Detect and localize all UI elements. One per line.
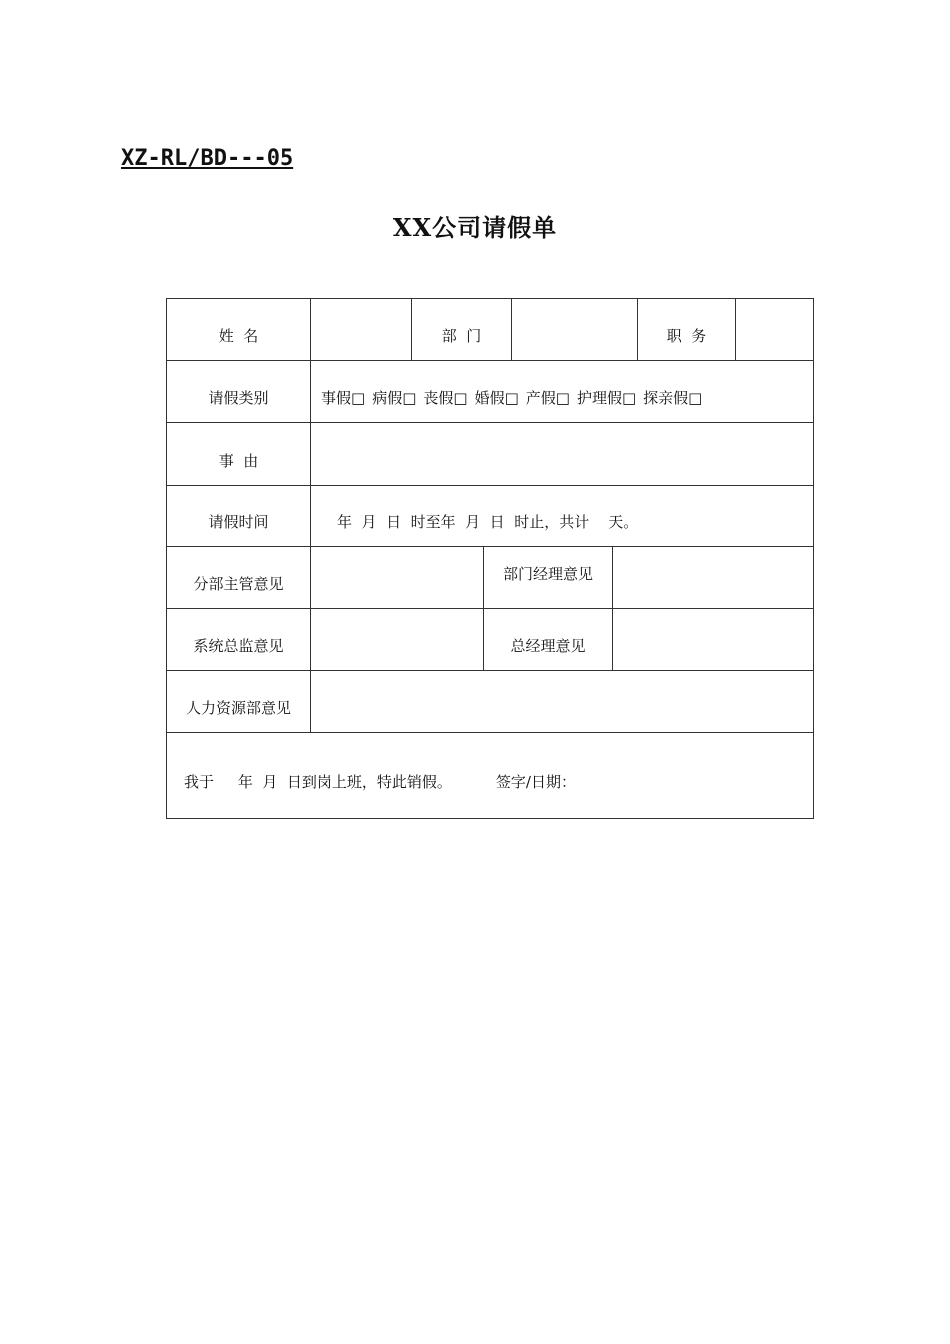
leave-option-personal[interactable]: 事假□: [321, 389, 366, 407]
dept-manager-label: 部门经理意见: [502, 565, 593, 583]
system-director-field[interactable]: [311, 609, 483, 670]
dept-manager-field[interactable]: [613, 547, 813, 608]
leave-time-field[interactable]: 年 月 日 时至年 月 日 时止，共计 天。: [337, 513, 639, 531]
leave-time-label: 请假时间: [208, 513, 269, 531]
leave-option-family-visit[interactable]: 探亲假□: [643, 389, 703, 407]
branch-supervisor-label: 分部主管意见: [193, 575, 284, 593]
leave-option-marriage[interactable]: 婚假□: [474, 389, 519, 407]
hr-dept-label: 人力资源部意见: [185, 699, 291, 717]
leave-type-label: 请假类别: [208, 389, 269, 407]
position-field[interactable]: [736, 299, 813, 360]
name-field[interactable]: [311, 299, 411, 360]
leave-option-maternity[interactable]: 产假□: [525, 389, 570, 407]
position-label: 职 务: [666, 327, 707, 345]
department-label: 部 门: [441, 327, 482, 345]
branch-supervisor-field[interactable]: [311, 547, 483, 608]
reason-field[interactable]: [311, 423, 813, 485]
reason-label: 事 由: [218, 452, 259, 470]
document-code: XZ-RL/BD---05: [121, 146, 294, 171]
name-label: 姓 名: [218, 327, 259, 345]
leave-option-nursing[interactable]: 护理假□: [576, 389, 637, 407]
general-manager-label: 总经理意见: [510, 637, 586, 655]
leave-type-options: [311, 361, 813, 422]
system-director-label: 系统总监意见: [193, 637, 284, 655]
table-border-bottom: [166, 818, 814, 819]
hr-dept-field[interactable]: [311, 671, 813, 732]
return-to-work-text: 我于 年 月 日到岗上班，特此销假。: [184, 773, 452, 791]
leave-option-bereavement[interactable]: 丧假□: [423, 389, 468, 407]
return-to-work-row: [167, 733, 813, 818]
general-manager-field[interactable]: [613, 609, 813, 670]
signature-date-label: 签字/日期：: [495, 773, 576, 791]
table-border-right: [813, 298, 814, 819]
form-title: XX公司请假单: [392, 213, 558, 242]
leave-option-sick[interactable]: 病假□: [372, 389, 417, 407]
department-field[interactable]: [512, 299, 637, 360]
